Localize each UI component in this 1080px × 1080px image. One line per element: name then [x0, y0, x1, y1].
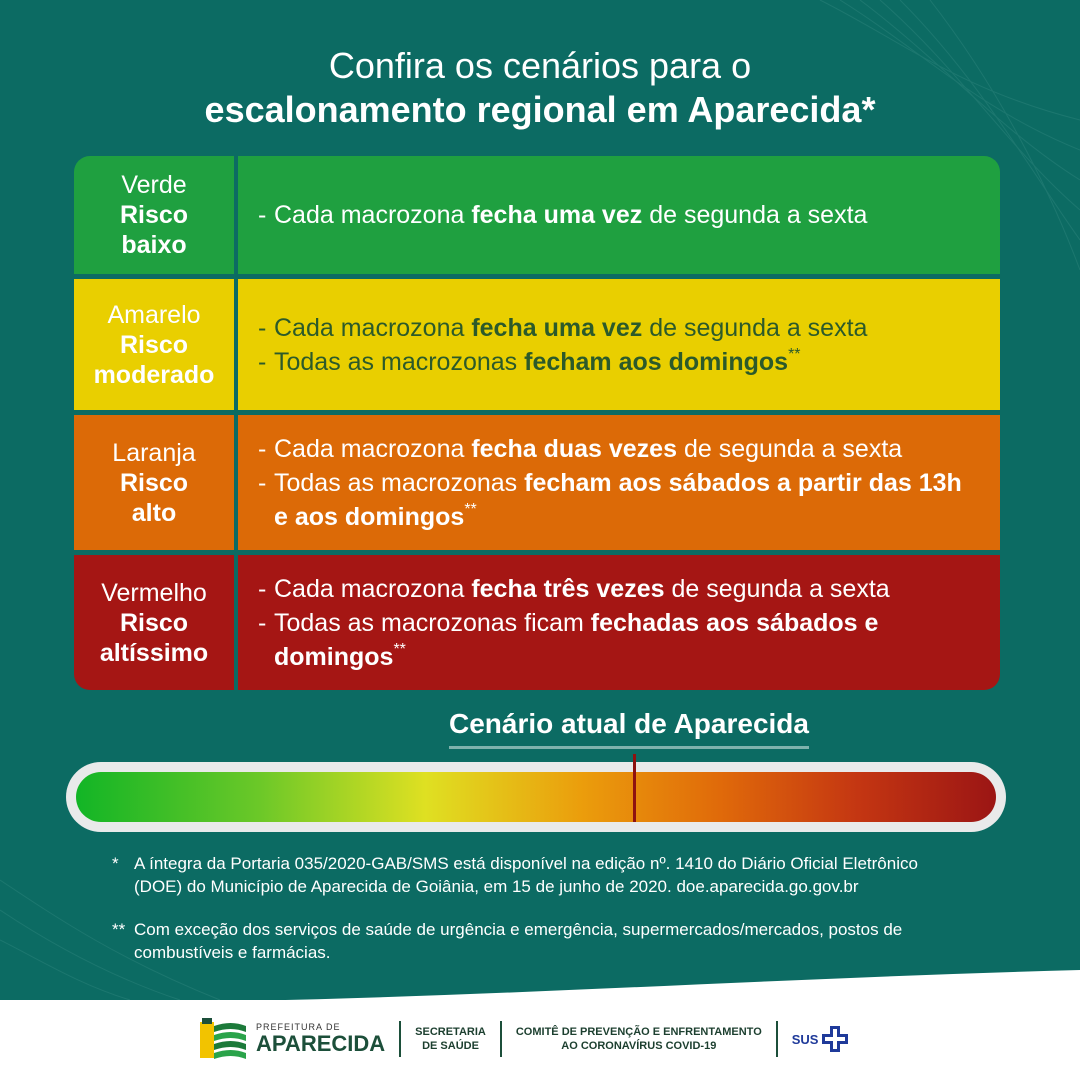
footer-logos — [0, 1000, 1080, 1080]
rule-item — [258, 345, 970, 379]
scenario-risk-label: Risco — [119, 608, 189, 637]
scenario-risk-value: baixo — [121, 231, 187, 259]
aparecida-label: APARECIDA — [256, 1031, 386, 1056]
scenario-risk-value: altíssimo — [99, 638, 209, 667]
footnote-mark: * — [112, 854, 119, 873]
current-level-marker — [633, 754, 636, 822]
scenario-level-name: Amarelo — [107, 300, 201, 329]
scenario-table — [74, 156, 1000, 690]
rule-item — [258, 606, 970, 674]
comite-line-2: AO CORONAVÍRUS COVID-19 — [561, 1040, 717, 1052]
comite-logo — [516, 1025, 762, 1053]
dash: - — [258, 574, 267, 603]
dash: - — [258, 608, 267, 637]
scenario-level-name: Verde — [121, 171, 187, 199]
footnote-mark: ** — [788, 345, 801, 363]
rule-text-end: de segunda a sexta — [664, 574, 890, 603]
title-line-1: Confira os cenários para o — [328, 45, 752, 86]
footnote-mark: ** — [393, 640, 406, 658]
rule-bold: fecha duas vezes — [471, 434, 677, 463]
title-line-2: escalonamento regional em Aparecida* — [204, 89, 876, 130]
dash: - — [258, 201, 267, 229]
footer-separator — [500, 1021, 502, 1057]
dash: - — [258, 347, 267, 376]
scenario-level-cell — [74, 555, 234, 690]
footnote-text: Com exceção dos serviços de saúde de urgência e emergência, supermercados/mercados, postos de combustíveis e farmácias. — [134, 920, 903, 962]
rule-item — [258, 572, 970, 606]
secretaria-logo — [415, 1025, 486, 1053]
rule-bold: fecha uma vez — [471, 201, 643, 229]
scenario-row-amarelo — [74, 279, 1000, 410]
rule-bold: fecham aos sábados a partir das 13h e aos domingos — [274, 468, 962, 531]
scenario-rules-cell — [238, 279, 1000, 410]
prefeitura-label: PREFEITURA DE — [256, 1022, 341, 1032]
sus-label: SUS — [791, 1031, 819, 1047]
scenario-level-cell — [74, 156, 234, 274]
rule-text: Todas as macrozonas ficam — [274, 608, 591, 637]
dash: - — [258, 313, 267, 342]
rule-text: Todas as macrozonas — [274, 468, 525, 497]
rule-text-end: de segunda a sexta — [677, 434, 903, 463]
rule-bold: fecham aos domingos — [524, 347, 789, 376]
current-scenario-underline — [449, 746, 809, 749]
sus-logo — [792, 1026, 849, 1052]
scenario-rules-cell — [238, 555, 1000, 690]
scenario-risk-label: Risco — [119, 468, 189, 497]
rule-text: Cada macrozona — [274, 201, 472, 229]
row-divider — [74, 410, 1000, 415]
scenario-risk-label: Risco — [119, 330, 189, 359]
footer-logo-row — [198, 1014, 848, 1064]
current-scenario-title: Cenário atual de Aparecida — [449, 708, 809, 739]
rule-bold: fecha uma vez — [471, 313, 643, 342]
footer-separator — [399, 1021, 401, 1057]
page-title — [0, 44, 1080, 132]
footer-wave — [0, 970, 1080, 1010]
scenario-rules-cell — [238, 156, 1000, 274]
scenario-level-name: Laranja — [112, 438, 196, 467]
footer-separator — [776, 1021, 778, 1057]
rule-text-end: de segunda a sexta — [642, 201, 868, 229]
prefeitura-logo — [256, 1022, 385, 1056]
rule-item — [258, 311, 970, 345]
rule-text: Todas as macrozonas — [274, 347, 525, 376]
risk-gauge — [66, 762, 1006, 832]
dash: - — [258, 434, 267, 463]
aparecida-emblem-icon — [198, 1016, 248, 1062]
footnote — [112, 852, 962, 898]
scenario-level-cell — [74, 279, 234, 410]
row-divider — [74, 550, 1000, 555]
rule-bold: fecha três vezes — [471, 574, 665, 603]
scenario-risk-value: moderado — [93, 360, 215, 389]
footnote-text: A íntegra da Portaria 035/2020-GAB/SMS está disponível na edição nº. 1410 do Diário Oficial Eletrônico (DOE) do Município de Aparecida de Goiânia, em 15 de junho de 2020. doe.aparecida.go.gov.br — [134, 854, 918, 896]
rule-item — [258, 432, 970, 466]
scenario-risk-value: alto — [131, 498, 177, 527]
footnote-mark: ** — [464, 500, 477, 518]
rule-bold: fechadas aos sábados e domingos — [274, 608, 879, 671]
footnote — [112, 918, 962, 964]
scenario-row-laranja — [74, 415, 1000, 550]
rule-item — [258, 466, 970, 534]
footnotes — [112, 852, 962, 984]
scenario-risk-label: Risco — [119, 201, 189, 229]
scenario-level-cell — [74, 415, 234, 550]
rule-text: Cada macrozona — [274, 434, 472, 463]
rule-item — [258, 198, 970, 232]
footnote-mark: ** — [112, 920, 126, 939]
rule-text: Cada macrozona — [274, 574, 472, 603]
scenario-row-verde — [74, 156, 1000, 274]
scenario-rules-cell — [238, 415, 1000, 550]
secretaria-line-1: SECRETARIA — [415, 1026, 486, 1038]
comite-line-1: COMITÊ DE PREVENÇÃO E ENFRENTAMENTO — [515, 1026, 762, 1038]
row-divider — [74, 274, 1000, 279]
secretaria-line-2: DE SAÚDE — [422, 1040, 479, 1052]
rule-text: Cada macrozona — [274, 313, 472, 342]
sus-cross-icon — [822, 1026, 848, 1052]
dash: - — [258, 468, 267, 497]
scenario-level-name: Vermelho — [101, 578, 207, 607]
scenario-row-vermelho — [74, 555, 1000, 690]
risk-gauge-gradient — [76, 772, 996, 822]
rule-text-end: de segunda a sexta — [642, 313, 868, 342]
